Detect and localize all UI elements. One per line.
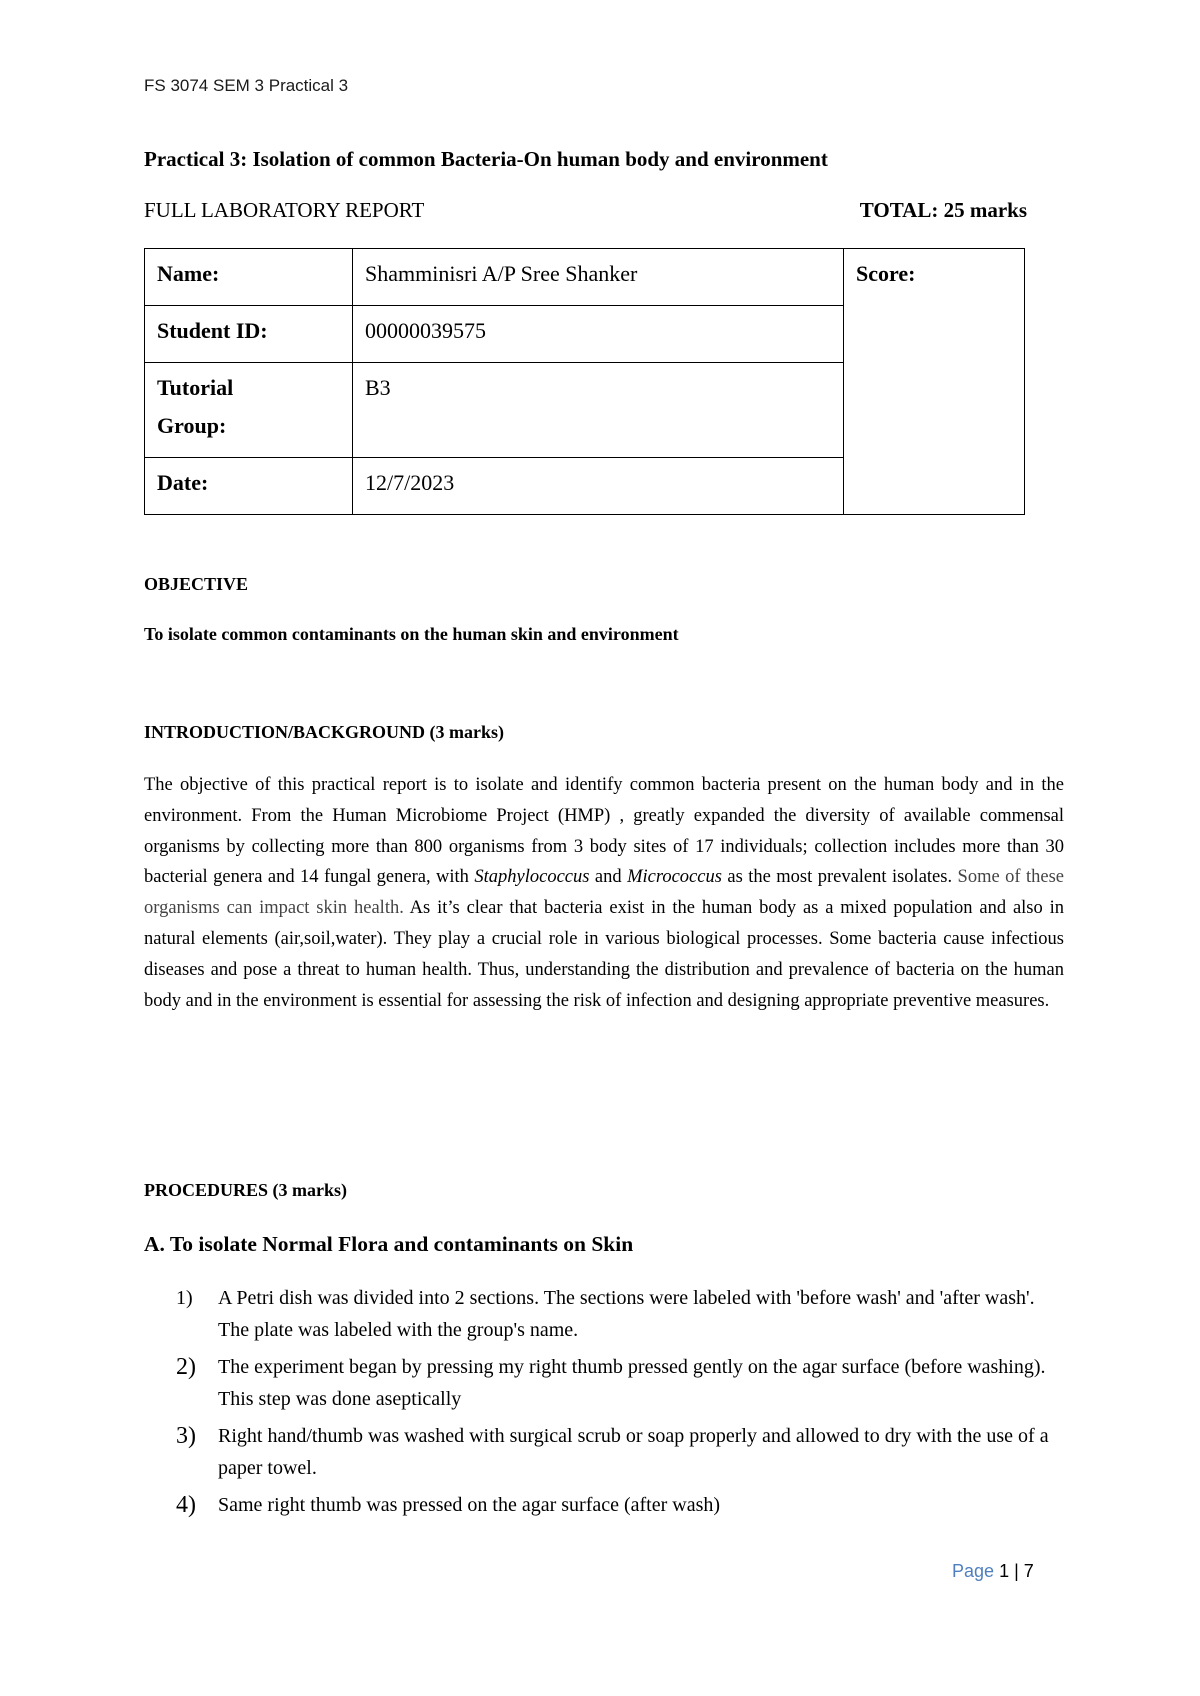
student-id-label: Student ID: xyxy=(145,306,353,363)
procedures-heading: PROCEDURES (3 marks) xyxy=(144,1180,348,1200)
date-value: 12/7/2023 xyxy=(353,458,844,515)
page-word: Page xyxy=(952,1561,995,1581)
total-marks: TOTAL: 25 marks xyxy=(859,198,1027,222)
step-text: A Petri dish was divided into 2 sections. The sections were labeled with 'before wash' and 'after wash'. The plate was labeled with the group's name. xyxy=(218,1287,1035,1341)
intro-text-part1: The objective of this practical report is to isolate and identify common bacteria present on the human body and in the environment. From the Human Microbiome Project (HMP) , greatly expanded the diversity of available commensal organisms by collecting more than 800 organisms from 3 body sites of 17 individuals; collection includes more than 30 bacterial genera and 14 fungal genera, with xyxy=(144,775,1064,888)
score-cell: Score: xyxy=(844,249,1025,515)
procedure-subheading: A. To isolate Normal Flora and contaminants on Skin xyxy=(144,1232,634,1256)
objective-text: To isolate common contaminants on the human skin and environment xyxy=(144,624,679,644)
table-row xyxy=(145,249,1025,306)
student-info-table xyxy=(144,248,1025,515)
introduction-heading: INTRODUCTION/BACKGROUND (3 marks) xyxy=(144,722,505,742)
page-total: 7 xyxy=(1023,1561,1034,1581)
name-value: Shamminisri A/P Sree Shanker xyxy=(353,249,844,306)
list-item xyxy=(176,1420,1066,1484)
procedure-steps xyxy=(176,1282,1066,1526)
intro-genus-micrococcus: Micrococcus xyxy=(627,867,722,888)
step-text: Same right thumb was pressed on the agar surface (after wash) xyxy=(218,1494,721,1516)
intro-text-gray: Some of these organisms can impact skin health. xyxy=(144,867,1064,919)
student-id-value: 00000039575 xyxy=(353,306,844,363)
step-number: 1) xyxy=(176,1287,193,1309)
list-item xyxy=(176,1351,1066,1415)
step-text: Right hand/thumb was washed with surgical scrub or soap properly and allowed to dry with the use of a paper towel. xyxy=(218,1425,1049,1479)
step-number: 4) xyxy=(176,1492,196,1518)
intro-text-part4: As it’s clear that bacteria exist in the human body as a mixed population and also in natural elements (air,soil,water). They play a crucial role in various biological processes. Some bacteria cause infectious diseases and pose a threat to human health. Thus, understanding the distribution and prevalence of bacteria on the human body and in the environment is essential for assessing the risk of infection and designing appropriate preventive measures. xyxy=(144,898,1064,1011)
intro-text-part3: as the most prevalent isolates. xyxy=(721,867,958,888)
list-item xyxy=(176,1489,1066,1521)
tutorial-group-value: B3 xyxy=(353,363,844,458)
step-number: 2) xyxy=(176,1354,196,1380)
report-label: FULL LABORATORY REPORT xyxy=(144,198,425,222)
page-separator: | xyxy=(1014,1561,1019,1581)
date-label: Date: xyxy=(145,458,353,515)
report-row xyxy=(144,198,1027,223)
intro-genus-staphylococcus: Staphylococcus xyxy=(474,867,590,888)
tutorial-label-line1: Tutorial xyxy=(157,375,234,400)
introduction-paragraph xyxy=(144,770,1064,1016)
page-number: 1 xyxy=(999,1561,1010,1581)
name-label: Name: xyxy=(145,249,353,306)
document-title: Practical 3: Isolation of common Bacteria-On human body and environment xyxy=(144,147,828,171)
running-header: FS 3074 SEM 3 Practical 3 xyxy=(144,76,349,95)
step-text: The experiment began by pressing my right thumb pressed gently on the agar surface (before washing). This step was done aseptically xyxy=(218,1356,1046,1410)
tutorial-group-label xyxy=(145,363,353,458)
intro-text-part2: and xyxy=(589,867,628,888)
tutorial-label-line2: Group: xyxy=(157,413,227,438)
step-number: 3) xyxy=(176,1423,196,1449)
objective-heading: OBJECTIVE xyxy=(144,574,249,594)
page-footer xyxy=(952,1561,1034,1582)
list-item xyxy=(176,1282,1066,1346)
